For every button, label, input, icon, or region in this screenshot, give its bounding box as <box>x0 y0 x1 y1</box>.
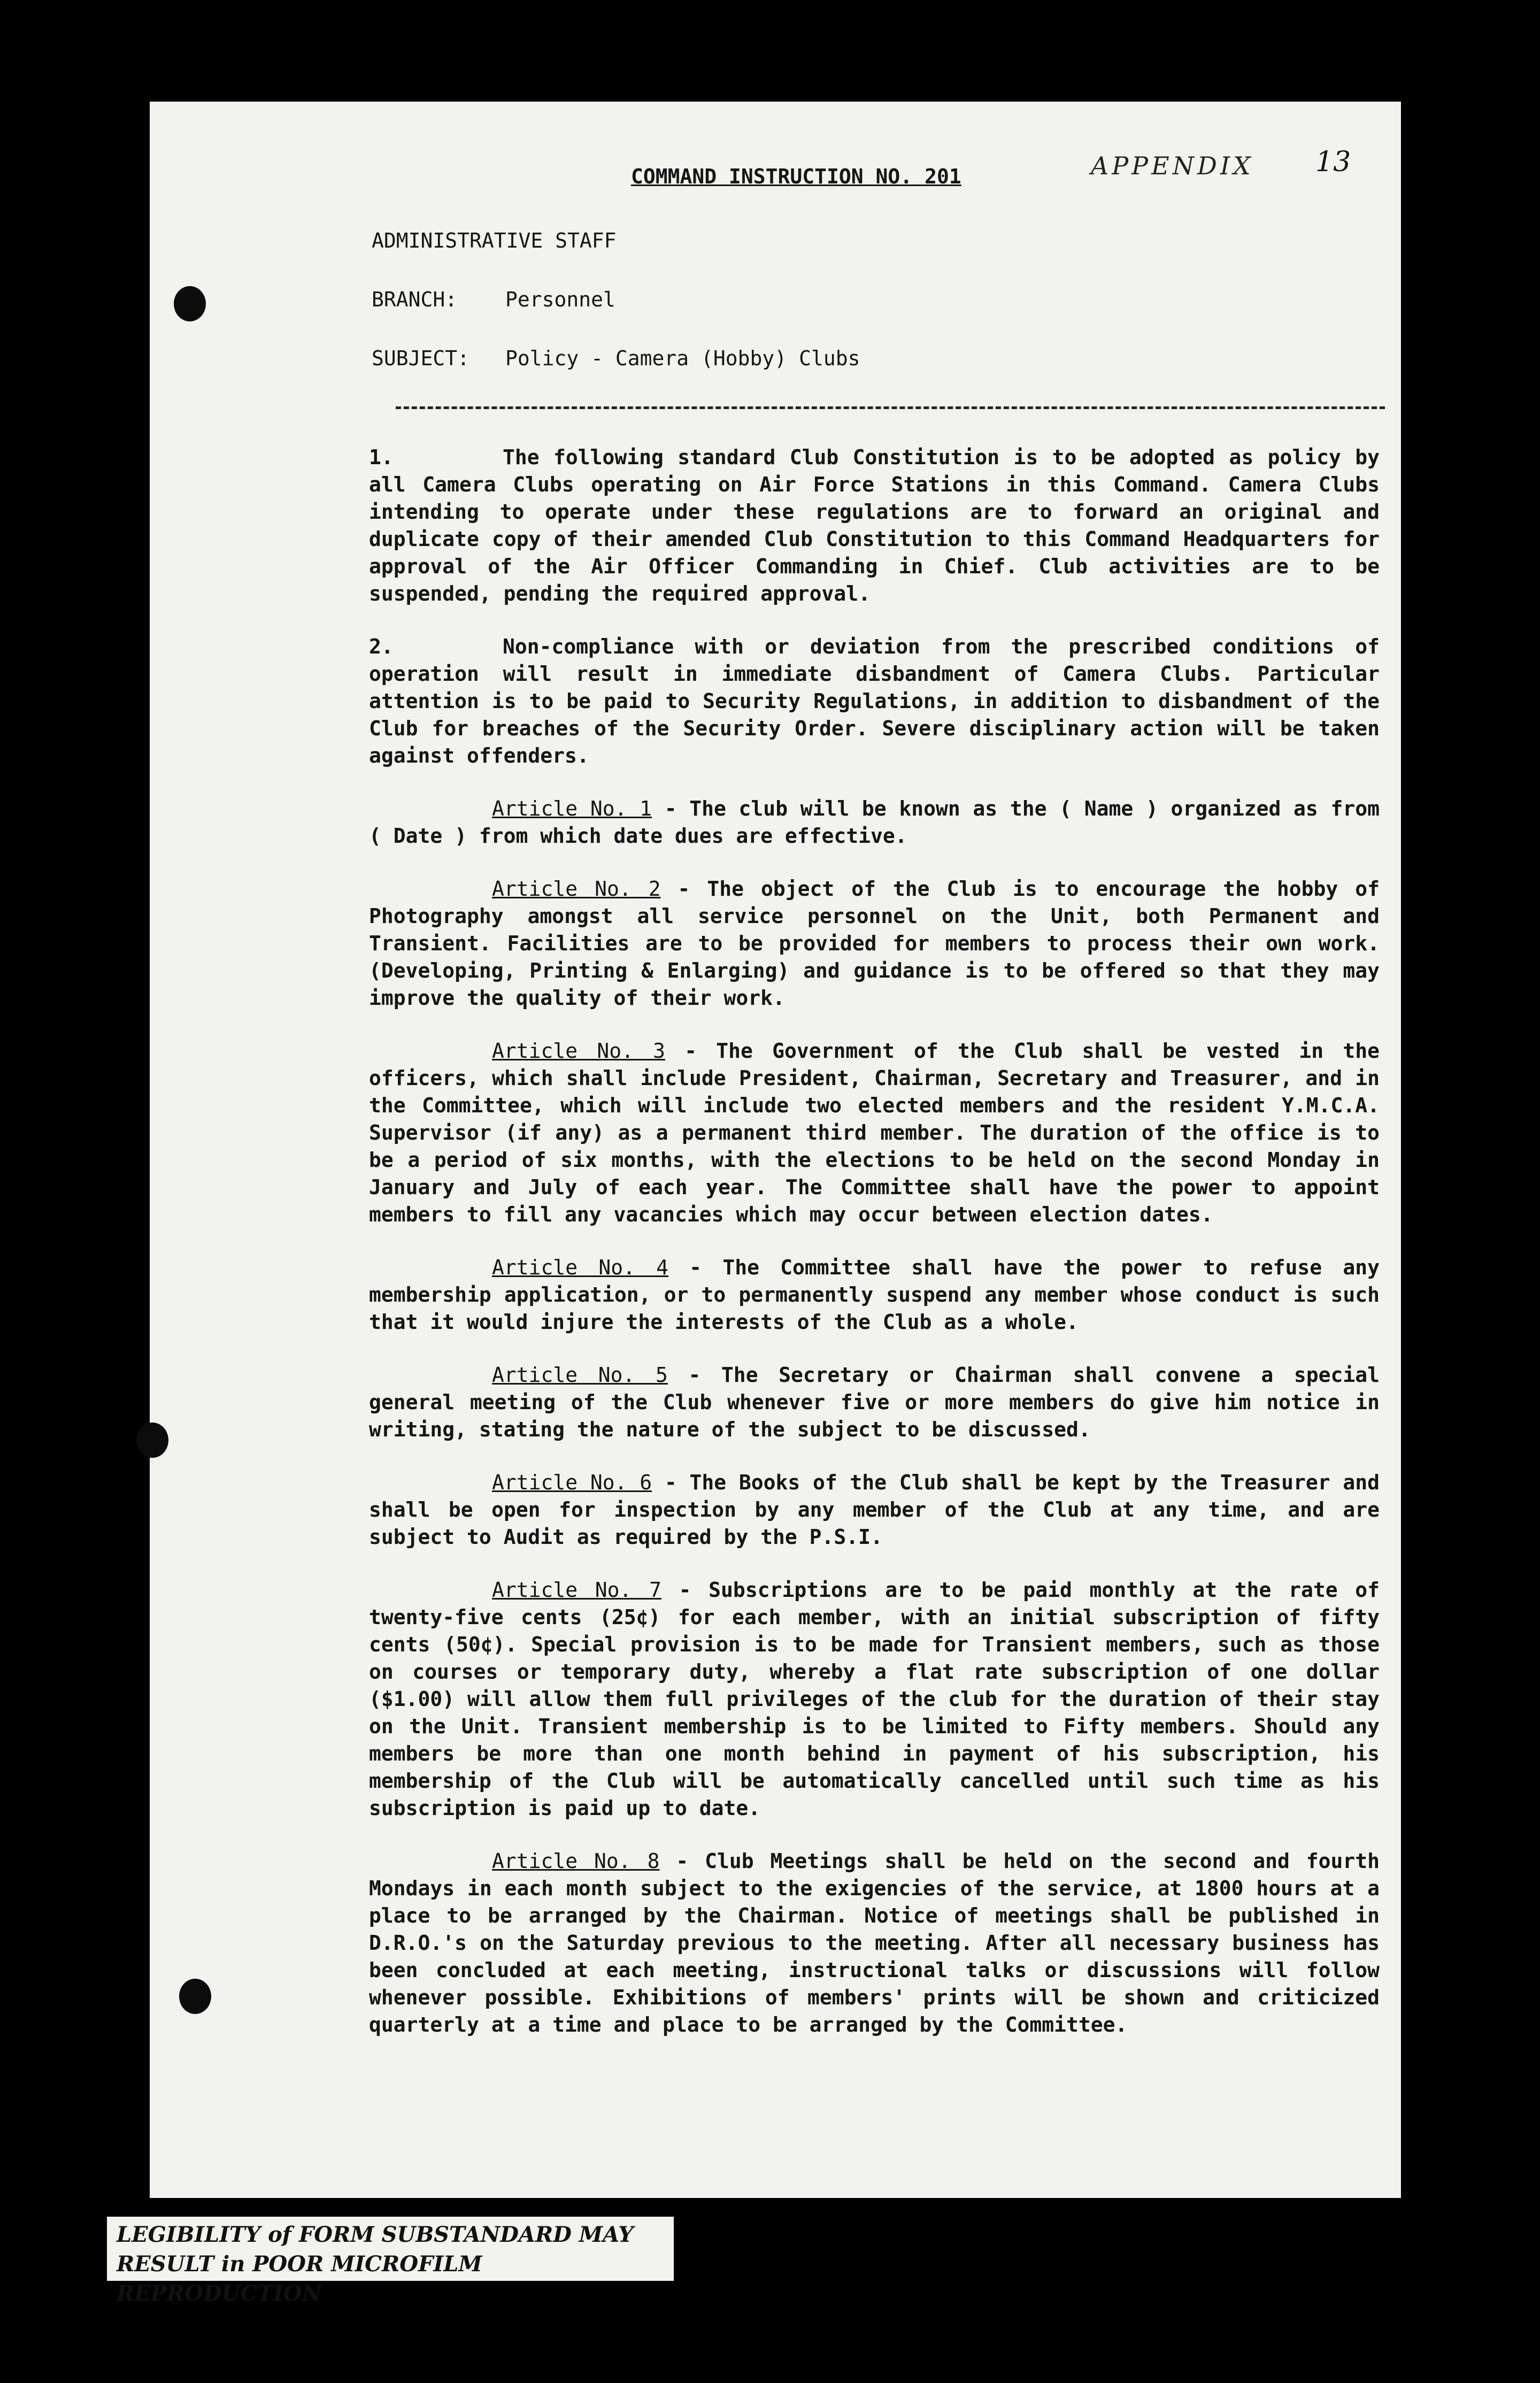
article-7 <box>369 1577 1380 1822</box>
article-5 <box>369 1362 1380 1443</box>
branch-label: BRANCH: <box>372 288 458 311</box>
paragraph-1 <box>369 444 1380 608</box>
subject-line <box>372 345 860 372</box>
article-title: Article No. 3 <box>492 1039 666 1063</box>
punch-hole-bottom <box>179 1979 211 2014</box>
legibility-stamp <box>107 2217 674 2306</box>
article-title: Article No. 4 <box>492 1256 669 1279</box>
punch-hole-top <box>174 286 206 321</box>
document-title: COMMAND INSTRUCTION NO. 201 <box>631 165 961 188</box>
paragraph-number: 2. <box>369 635 394 658</box>
article-1 <box>369 795 1380 850</box>
staff-line <box>372 227 617 255</box>
article-4 <box>369 1254 1380 1336</box>
branch-value: Personnel <box>505 288 615 311</box>
article-text: - Club Meetings shall be held on the second and fourth Mondays in each month subject to the exigencies of the service, at 1800 hours at a place to be arranged by the Chairman. Notice of meetings shall be published in D.R.O.'s on the Saturday previous to the meeting. After all necessary business has been concluded at each meeting, instructional talks or discussions will follow whenever possible. Exhibitions of members' prints will be shown and criticized quarterly at a time and place to be arranged by the Committee. <box>369 1849 1380 2036</box>
subject-value: Policy - Camera (Hobby) Clubs <box>505 347 860 370</box>
article-2 <box>369 875 1380 1012</box>
separator-rule <box>396 406 1385 409</box>
handwritten-annotation: APPENDIX <box>1091 151 1254 180</box>
article-8 <box>369 1848 1380 2039</box>
paragraph-number: 1. <box>369 445 394 469</box>
stamp-line-1: LEGIBILITY of FORM SUBSTANDARD MAY <box>117 2222 634 2247</box>
article-title: Article No. 5 <box>492 1363 668 1387</box>
staff-label: ADMINISTRATIVE STAFF <box>372 229 617 252</box>
article-text: - The club will be known as the ( Name ) organized as from ( Date ) from which date dues are effective. <box>369 797 1380 848</box>
article-text: - The object of the Club is to encourage the hobby of Photography amongst all service personnel on the Unit, both Permanent and Transient. Facilities are to be provided for members to process their own work. (Developing, Printing & Enlarging) and guidance is to be offered so that they may improve the quality of their work. <box>369 877 1380 1010</box>
article-text: - Subscriptions are to be paid monthly at the rate of twenty-five cents (25¢) for each member, with an initial subscription of fifty cents (50¢). Special provision is to be made for Transient members, such as those on courses or temporary duty, whereby a flat rate subscription of one dollar ($1.00) will allow them full privileges of the club for the duration of their stay on the Unit. Transient membership is to be limited to Fifty members. Should any members be more than one month behind in payment of his subscription, his membership of the Club will be automatically cancelled until such time as his subscription is paid up to date. <box>369 1578 1380 1820</box>
branch-line <box>372 286 615 313</box>
article-text: - The Committee shall have the power to refuse any membership application, or to permanently suspend any member whose conduct is such that it would injure the interests of the Club as a whole. <box>369 1256 1380 1334</box>
article-text: - The Books of the Club shall be kept by the Treasurer and shall be open for inspection by any member of the Club at any time, and are subject to Audit as required by the P.S.I. <box>369 1471 1380 1549</box>
punch-hole-middle <box>136 1423 168 1458</box>
paragraph-text: The following standard Club Constitution is to be adopted as policy by all Camera Clubs operating on Air Force Stations in this Command. Camera Clubs intending to operate under these regulations are to forward an original and duplicate copy of their amended Club Constitution to this Command Headquarters for approval of the Air Officer Commanding in Chief. Club activities are to be suspended, pending the required approval. <box>369 445 1380 605</box>
article-title: Article No. 2 <box>492 877 661 901</box>
document-page <box>150 102 1401 2198</box>
article-3 <box>369 1037 1380 1228</box>
paragraph-text: Non-compliance with or deviation from the prescribed conditions of operation will result in immediate disbandment of Camera Clubs. Particular attention is to be paid to Security Regulations, in addition to disbandment of the Club for breaches of the Security Order. Severe disciplinary action will be taken against offenders. <box>369 635 1380 767</box>
article-6 <box>369 1469 1380 1551</box>
article-text: - The Secretary or Chairman shall convene a special general meeting of the Club whenever five or more members do give him notice in writing, stating the nature of the subject to be discussed. <box>369 1363 1380 1441</box>
article-title: Article No. 6 <box>492 1471 652 1494</box>
subject-label: SUBJECT: <box>372 347 470 370</box>
article-text: - The Government of the Club shall be vested in the officers, which shall include President, Chairman, Secretary and Treasurer, and in the Committee, which will include two elected members and the resident Y.M.C.A. Supervisor (if any) as a permanent third member. The duration of the office is to be a period of six months, with the elections to be held on the second Monday in January and July of each year. The Committee shall have the power to appoint members to fill any vacancies which may occur between election dates. <box>369 1039 1380 1226</box>
article-title: Article No. 1 <box>492 797 652 820</box>
article-title: Article No. 8 <box>492 1849 660 1873</box>
document-body <box>369 444 1380 2064</box>
paragraph-2 <box>369 633 1380 770</box>
page-number: 13 <box>1315 146 1351 178</box>
stamp-line-2: RESULT in POOR MICROFILM REPRODUCTION <box>117 2251 482 2306</box>
article-title: Article No. 7 <box>492 1578 661 1602</box>
